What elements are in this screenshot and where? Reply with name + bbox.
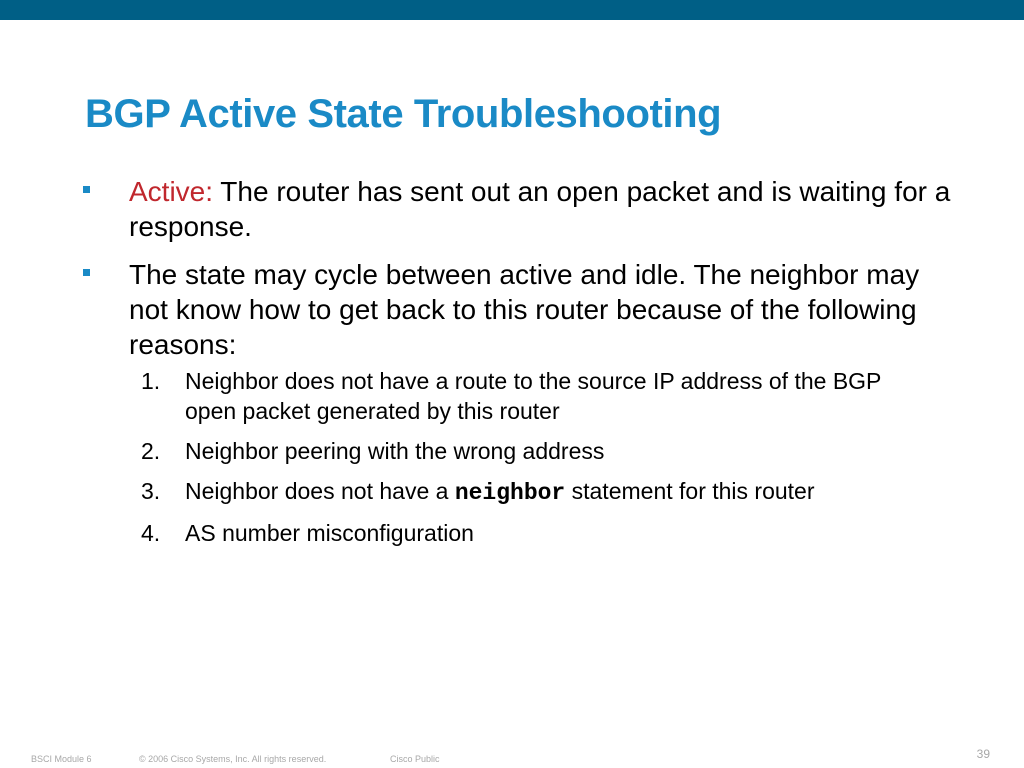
footer-module: BSCI Module 6 [31, 754, 92, 764]
top-bar [0, 0, 1024, 20]
reason-number: 1. [141, 368, 161, 394]
page-number: 39 [976, 747, 990, 761]
slide-title: BGP Active State Troubleshooting [85, 92, 722, 136]
square-bullet-icon [83, 269, 90, 276]
reasons-list [129, 366, 958, 548]
bullet-item-state-cycle [78, 257, 958, 548]
footer-copyright: © 2006 Cisco Systems, Inc. All rights reserved. [139, 754, 327, 764]
reason-item [129, 436, 935, 466]
reason-text-before: Neighbor does not have a [185, 478, 455, 504]
state-cycle-text: The state may cycle between active and idle. The neighbor may not know how to get back to this router because of the following reasons: [129, 259, 920, 360]
active-description: The router has sent out an open packet and is waiting for a response. [129, 176, 951, 242]
reason-item [129, 476, 935, 508]
bullet-item-active [78, 174, 958, 244]
bullet-list [78, 174, 958, 561]
neighbor-command-code: neighbor [454, 480, 566, 506]
reason-number: 4. [141, 520, 161, 546]
reason-number: 3. [141, 478, 161, 504]
reason-item [129, 366, 935, 426]
reason-text: Neighbor peering with the wrong address [185, 438, 605, 464]
reason-text: Neighbor does not have a route to the source IP address of the BGP open packet generated by this router [185, 368, 881, 424]
footer-classification: Cisco Public [390, 754, 440, 764]
reason-text: AS number misconfiguration [185, 520, 474, 546]
reason-item [129, 518, 935, 548]
reason-number: 2. [141, 438, 161, 464]
reason-text-after: statement for this router [565, 478, 815, 504]
active-label: Active: [129, 176, 214, 207]
square-bullet-icon [83, 186, 90, 193]
